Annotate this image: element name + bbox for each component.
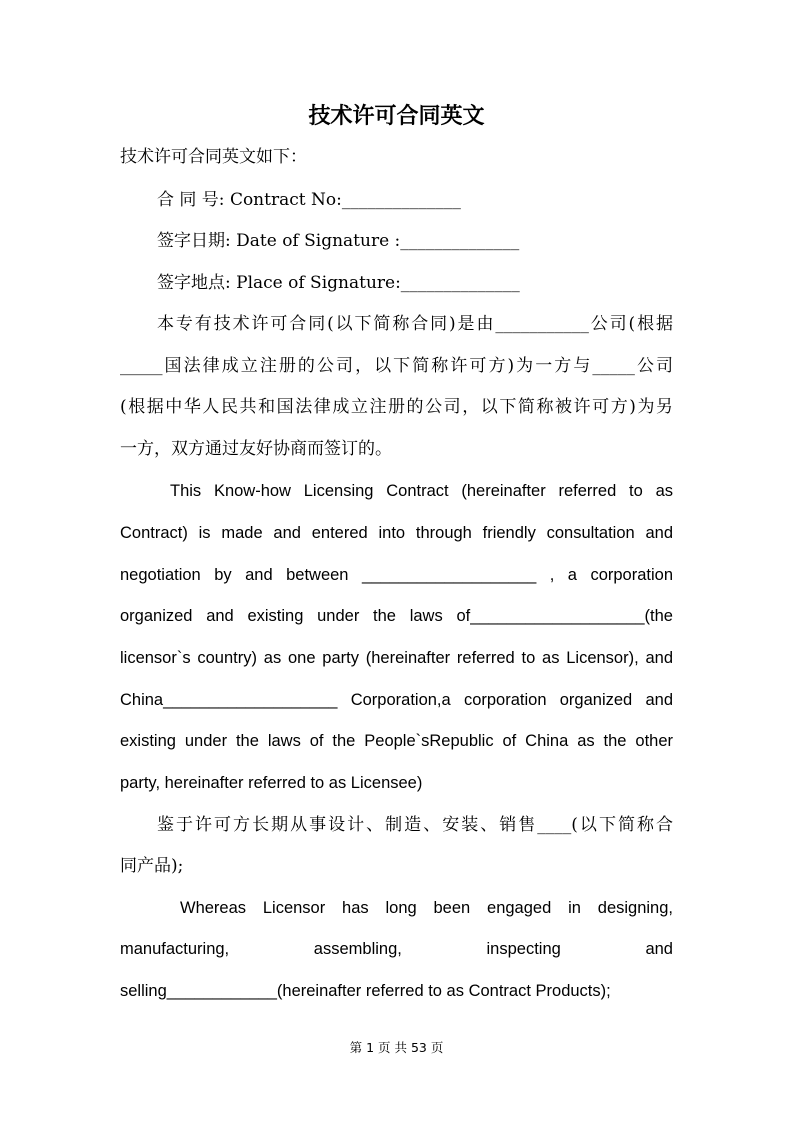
- paragraph-cn-1-line-4: 一方，双方通过友好协商而签订的。: [120, 439, 392, 459]
- paragraph-cn-2-line-1: 鉴于许可方长期从事设计、制造、安装、销售____(以下简称合: [157, 815, 673, 835]
- paragraph-en-1-line-2: Contract) is made and entered into through friendly consultation and: [120, 524, 673, 542]
- paragraph-en-1-line-3: negotiation by and between ___________________ , a corporation: [120, 566, 673, 584]
- field-date-text: 签字日期: Date of Signature :______________: [157, 231, 520, 251]
- paragraph-cn-2-line-2: 同产品);: [120, 856, 184, 876]
- paragraph-en-1-line-6: China___________________ Corporation,a corporation organized and: [120, 691, 673, 709]
- paragraph-en-1-line-4: organized and existing under the laws of___________________(the: [120, 607, 673, 625]
- paragraph-en-2-line-2: manufacturing, assembling, inspecting and: [120, 940, 673, 958]
- paragraph-en-1-line-5: licensor`s country) as one party (hereinafter referred to as Licensor), and: [120, 649, 673, 667]
- paragraph-cn-1-line-2: _____国法律成立注册的公司，以下简称许可方)为一方与_____公司: [120, 356, 673, 376]
- paragraph-en-1-line-1: This Know-how Licensing Contract (hereinafter referred to as: [170, 482, 673, 500]
- intro-line: 技术许可合同英文如下：: [120, 147, 307, 167]
- field-place-text: 签字地点: Place of Signature:______________: [157, 273, 520, 293]
- page-number-footer: 第 1 页 共 53 页: [349, 1040, 444, 1055]
- paragraph-en-1-line-7: existing under the laws of the People`sRepublic of China as the other: [120, 732, 673, 750]
- field-place-of-signature: [120, 262, 673, 304]
- paragraph-en-1-line-8: party, hereinafter referred to as Licensee): [120, 774, 423, 792]
- field-contract-no-text: 合 同 号: Contract No:______________: [157, 190, 461, 210]
- paragraph-en-2-line-3: selling____________(hereinafter referred to as Contract Products);: [120, 982, 611, 1000]
- field-contract-no: [120, 179, 673, 221]
- document-title: 技术许可合同英文: [308, 103, 485, 129]
- field-date-of-signature: [120, 220, 673, 262]
- paragraph-en-2-line-1: Whereas Licensor has long been engaged in designing,: [180, 899, 673, 917]
- paragraph-cn-1-line-1: 本专有技术许可合同(以下简称合同)是由___________公司(根据: [157, 314, 673, 334]
- paragraph-cn-1-line-3: (根据中华人民共和国法律成立注册的公司，以下简称被许可方)为另: [120, 397, 673, 417]
